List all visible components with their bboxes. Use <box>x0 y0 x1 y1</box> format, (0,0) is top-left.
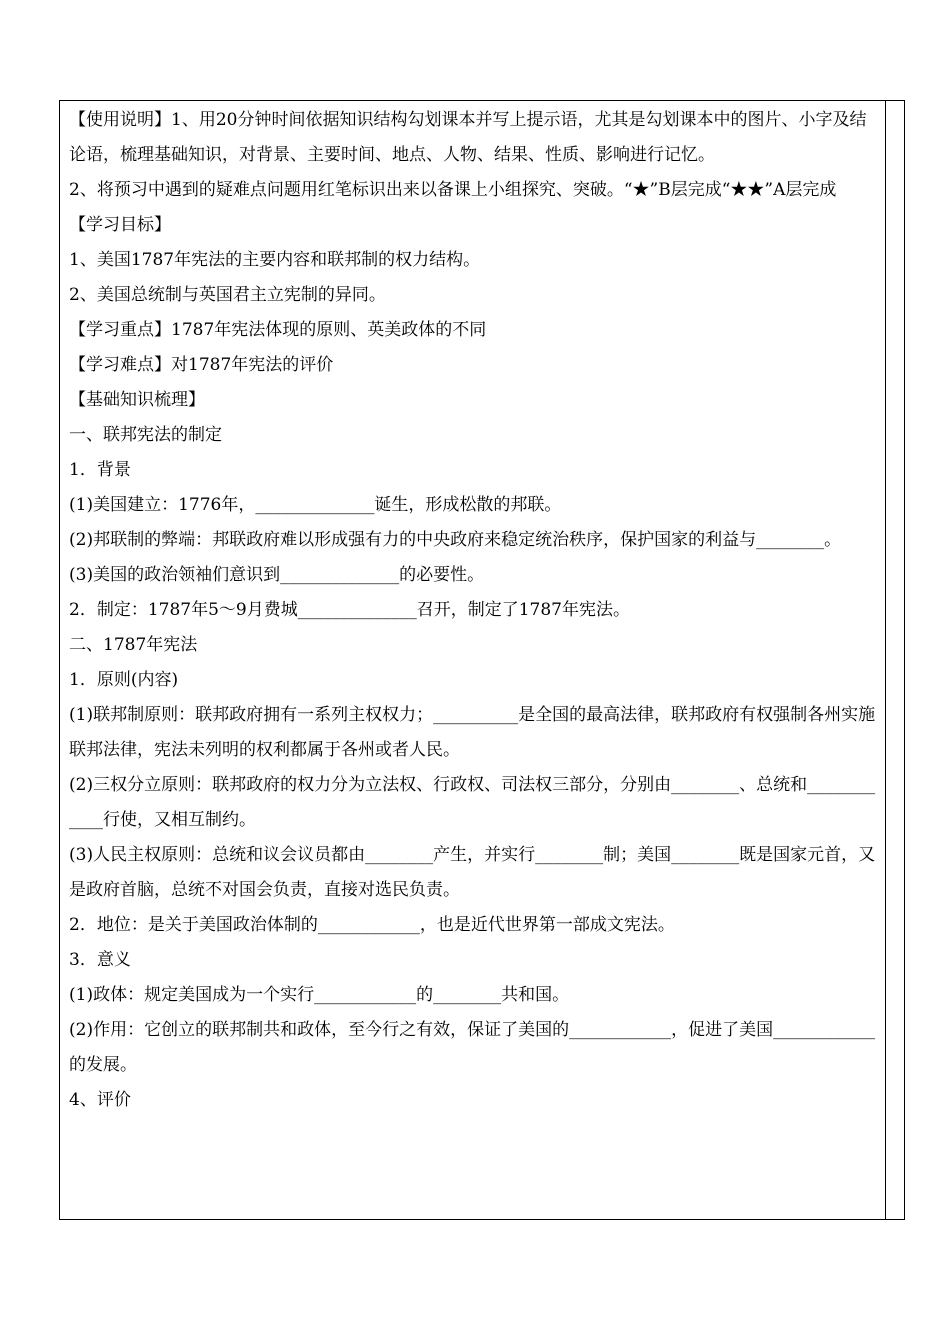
principle-3: (3)人民主权原则：总统和议会议员都由________产生，并实行________制；美国________既是国家元首，又是政府首脑，总统不对国会负责，直接对选民负责。 <box>69 845 876 900</box>
background-item-3: (3)美国的政治领袖们意识到______________的必要性。 <box>69 565 485 585</box>
significance-heading: 3．意义 <box>69 950 131 970</box>
formulation: 2．制定：1787年5～9月费城______________召开，制定了1787年宪法。 <box>69 600 630 620</box>
objective-2: 2、美国总统制与英国君主立宪制的异同。 <box>69 285 386 305</box>
usage-instructions: 【使用说明】1、用20分钟时间依据知识结构勾划课本并写上提示语，尤其是勾划课本中的图片、小字及结论语，梳理基础知识，对背景、主要时间、地点、人物、结果、性质、影响进行记忆。 <box>69 110 867 165</box>
column-divider <box>885 101 886 1219</box>
objective-1: 1、美国1787年宪法的主要内容和联邦制的权力结构。 <box>69 250 481 270</box>
background-item-2: (2)邦联制的弊端：邦联政府难以形成强有力的中央政府来稳定统治秩序，保护国家的利益与________。 <box>69 530 842 550</box>
document-table <box>59 100 905 1220</box>
key-point: 【学习重点】1787年宪法体现的原则、英美政体的不同 <box>69 320 487 340</box>
part-1-heading: 一、联邦宪法的制定 <box>69 425 222 445</box>
section-heading-basics: 【基础知识梳理】 <box>69 390 205 410</box>
principle-1: (1)联邦制原则：联邦政府拥有一系列主权权力；__________是全国的最高法律，联邦政府有权强制各州实施联邦法律，宪法未列明的权利都属于各州或者人民。 <box>69 705 876 760</box>
difficult-point: 【学习难点】对1787年宪法的评价 <box>69 355 334 375</box>
status: 2．地位：是关于美国政治体制的____________，也是近代世界第一部成文宪法。 <box>69 915 675 935</box>
background-heading: 1．背景 <box>69 460 131 480</box>
evaluation-heading: 4、评价 <box>69 1090 131 1110</box>
section-heading-objectives: 【学习目标】 <box>69 215 171 235</box>
principles-heading: 1．原则(内容) <box>69 670 179 690</box>
part-2-heading: 二、1787年宪法 <box>69 635 198 655</box>
principle-2: (2)三权分立原则：联邦政府的权力分为立法权、行政权、司法权三部分，分别由________、总统和____________行使，又相互制约。 <box>69 775 876 830</box>
significance-2: (2)作用：它创立的联邦制共和政体，至今行之有效，保证了美国的____________，促进了美国____________的发展。 <box>69 1020 876 1075</box>
background-item-1: (1)美国建立：1776年，______________诞生，形成松散的邦联。 <box>69 495 562 515</box>
usage-instructions-2: 2、将预习中遇到的疑难点问题用红笔标识出来以备课上小组探究、突破。“★”B层完成“★★”A层完成 <box>69 180 837 200</box>
significance-1: (1)政体：规定美国成为一个实行____________的________共和国。 <box>69 985 570 1005</box>
document-content <box>69 103 877 1118</box>
